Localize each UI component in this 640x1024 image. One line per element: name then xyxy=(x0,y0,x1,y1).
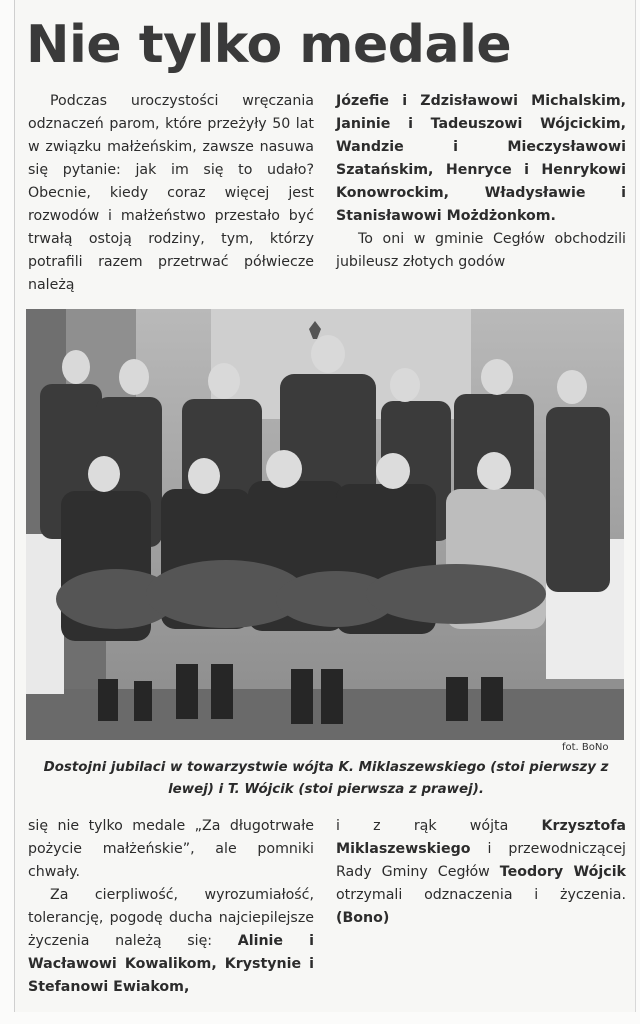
article-column-4 xyxy=(336,815,626,930)
paragraph-intro: Podczas uroczystości wręczania odznaczeń parom, które przeżyły 50 lat w związku małżeńskim, zawsze nasuwa się pytanie: jak im się to udało? Obecnie, kiedy coraz więcej jest rozwodów i małżeństwo przestało być trwałą ostoją rodziny, tym, którzy potrafili razem przetrwać półwiecze należą xyxy=(28,93,314,293)
article-column-3 xyxy=(28,815,314,999)
photo-caption: Dostojni jubilaci w towarzystwie wójta K. Miklaszewskiego (stoi pierwszy z lewej) i T. Wójcik (stoi pierwsza z prawej). xyxy=(43,760,609,797)
awards-text-c: otrzymali odznaczenia i życzenia. xyxy=(336,887,626,903)
mayor-name: Krzysztofa Miklaszewskiego xyxy=(336,818,626,857)
group-photo xyxy=(26,309,624,740)
wishes-names: Alinie i Wacławowi Kowalikom, Krystynie i Stefanowi Ewiakom, xyxy=(28,933,314,995)
article-column-2 xyxy=(336,90,626,274)
paragraph-medals: się nie tylko medale „Za długotrwałe pożycie małżeńskie”, ale pomniki chwały. xyxy=(28,818,314,880)
photo-illustration xyxy=(26,309,624,740)
wishes-text: Za cierpliwość, wyrozumiałość, tolerancję, pogodę ducha najciepilejsze życzenia należą się: xyxy=(28,887,314,949)
article-column-1 xyxy=(28,90,314,297)
awards-text-a: i z rąk wójta xyxy=(336,818,542,834)
paragraph-awards xyxy=(336,815,626,930)
paragraph-wishes xyxy=(28,884,314,999)
awards-text-b: i przewodniczącej Rady Gminy Cegłów xyxy=(336,841,626,880)
paragraph-jubilee: To oni w gminie Cegłów obchodzili jubileusz złotych godów xyxy=(336,231,626,270)
council-chair-name: Teodory Wójcik xyxy=(499,864,626,880)
photo-credit: fot. BoNo xyxy=(562,742,609,753)
author-signature: (Bono) xyxy=(336,910,390,926)
honoree-names: Józefie i Zdzisławowi Michalskim, Janinie i Tadeuszowi Wójcickim, Wandzie i Mieczysławowi Szatańskim, Henryce i Henrykowi Konowrockim, Władysławie i Stanisławowi Możdżonkom. xyxy=(336,93,626,224)
article-headline: Nie tylko medale xyxy=(26,15,512,75)
